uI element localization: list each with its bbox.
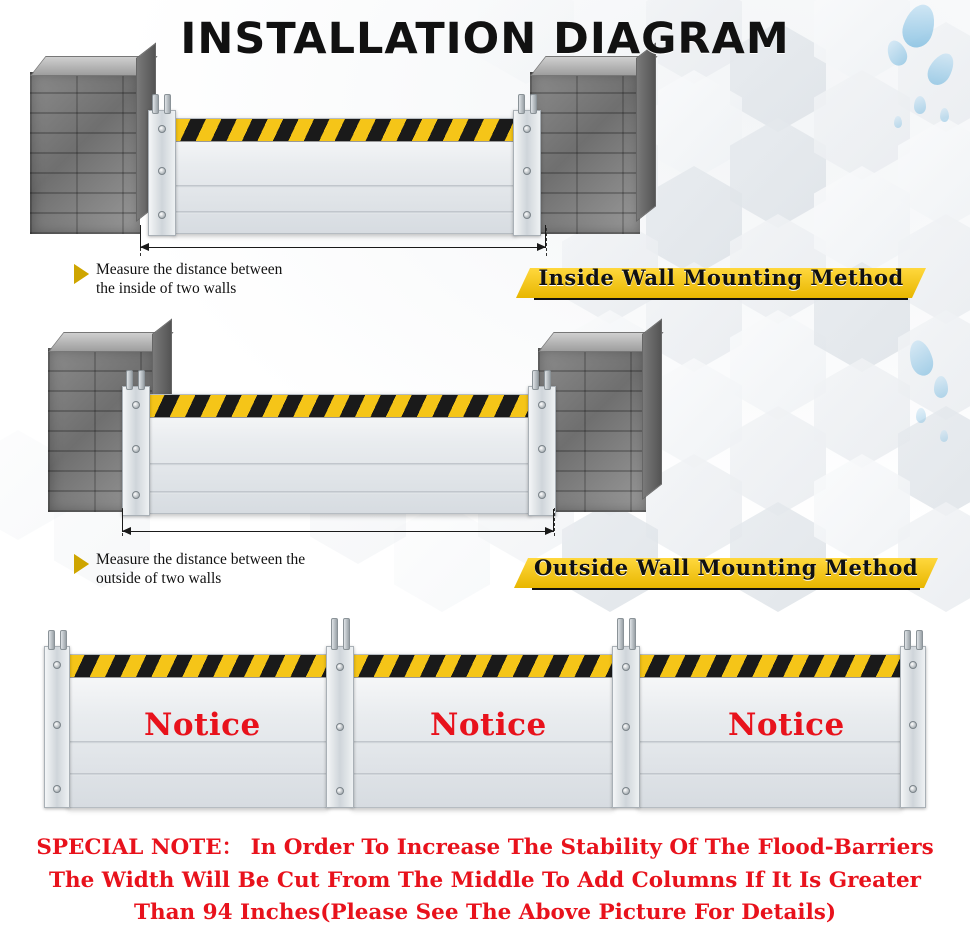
post-stud-right-outside bbox=[532, 370, 539, 390]
mounting-post-right-outside bbox=[528, 386, 556, 516]
post-stud-left2-inside bbox=[164, 94, 171, 114]
long-post-stud-m2a bbox=[617, 618, 624, 650]
notice-label-1: Notice bbox=[144, 707, 261, 743]
caption-outside-wall bbox=[96, 550, 466, 589]
mounting-post-left-inside bbox=[148, 110, 176, 236]
hazard-stripe-seg2 bbox=[353, 655, 613, 678]
banner-outside-wall bbox=[514, 555, 938, 588]
measure-arrow-inside bbox=[140, 236, 546, 258]
caption-chevron-outside bbox=[74, 554, 89, 574]
measure-guide-right-inside bbox=[546, 228, 547, 256]
flood-barrier-panel-inside bbox=[174, 118, 516, 234]
long-barrier-post-middle-1 bbox=[326, 646, 354, 808]
notice-label-3: Notice bbox=[728, 707, 845, 743]
caption-inside-line1: Measure the distance between bbox=[96, 261, 283, 278]
hazard-stripe-inside bbox=[175, 119, 515, 142]
long-post-stud-m1b bbox=[343, 618, 350, 650]
caption-inside-line2: the inside of two walls bbox=[96, 280, 237, 298]
flood-barrier-panel-outside bbox=[148, 394, 530, 514]
caption-inside-wall bbox=[96, 260, 426, 299]
measure-arrow-outside bbox=[122, 520, 554, 542]
long-barrier-diagram bbox=[0, 612, 970, 842]
long-post-stud-l1 bbox=[48, 630, 55, 650]
measure-guide-right-outside bbox=[554, 508, 555, 536]
hazard-stripe-seg1 bbox=[69, 655, 327, 678]
banner-inside-wall bbox=[516, 265, 926, 298]
mounting-post-right-inside bbox=[513, 110, 541, 236]
long-barrier-post-end-right bbox=[900, 646, 926, 808]
post-stud-right2-outside bbox=[544, 370, 551, 390]
long-post-stud-l2 bbox=[60, 630, 67, 650]
banner-inside-label: Inside Wall Mounting Method bbox=[538, 265, 904, 290]
post-stud-right-inside bbox=[518, 94, 525, 114]
long-post-stud-m2b bbox=[629, 618, 636, 650]
brick-wall-left-inside bbox=[30, 72, 140, 234]
caption-outside-line2: outside of two walls bbox=[96, 570, 222, 588]
post-stud-left-outside bbox=[126, 370, 133, 390]
brick-wall-right-inside bbox=[530, 72, 640, 234]
water-splash-decoration-lower bbox=[900, 330, 970, 470]
long-post-stud-r2 bbox=[916, 630, 923, 650]
special-note-line1: SPECIAL NOTE： In Order To Increase The Stability Of The Flood-Barriers bbox=[36, 835, 934, 860]
long-post-stud-m1a bbox=[331, 618, 338, 650]
special-note bbox=[0, 832, 970, 930]
post-stud-right2-inside bbox=[530, 94, 537, 114]
hazard-stripe-outside bbox=[149, 395, 529, 418]
long-post-stud-r1 bbox=[904, 630, 911, 650]
hazard-stripe-seg3 bbox=[639, 655, 901, 678]
mounting-post-left-outside bbox=[122, 386, 150, 516]
long-barrier-post-end-left bbox=[44, 646, 70, 808]
special-note-line2: The Width Will Be Cut From The Middle To Add Columns If It Is Greater bbox=[49, 867, 921, 893]
post-stud-left2-outside bbox=[138, 370, 145, 390]
banner-outside-label: Outside Wall Mounting Method bbox=[533, 555, 919, 580]
long-barrier-post-middle-2 bbox=[612, 646, 640, 808]
special-note-line3: Than 94 Inches(Please See The Above Picture For Details) bbox=[133, 900, 837, 926]
caption-chevron-inside bbox=[74, 264, 89, 284]
caption-outside-line1: Measure the distance between the bbox=[96, 551, 306, 568]
post-stud-left-inside bbox=[152, 94, 159, 114]
notice-label-2: Notice bbox=[430, 707, 547, 743]
page-title: INSTALLATION DIAGRAM bbox=[180, 14, 790, 64]
